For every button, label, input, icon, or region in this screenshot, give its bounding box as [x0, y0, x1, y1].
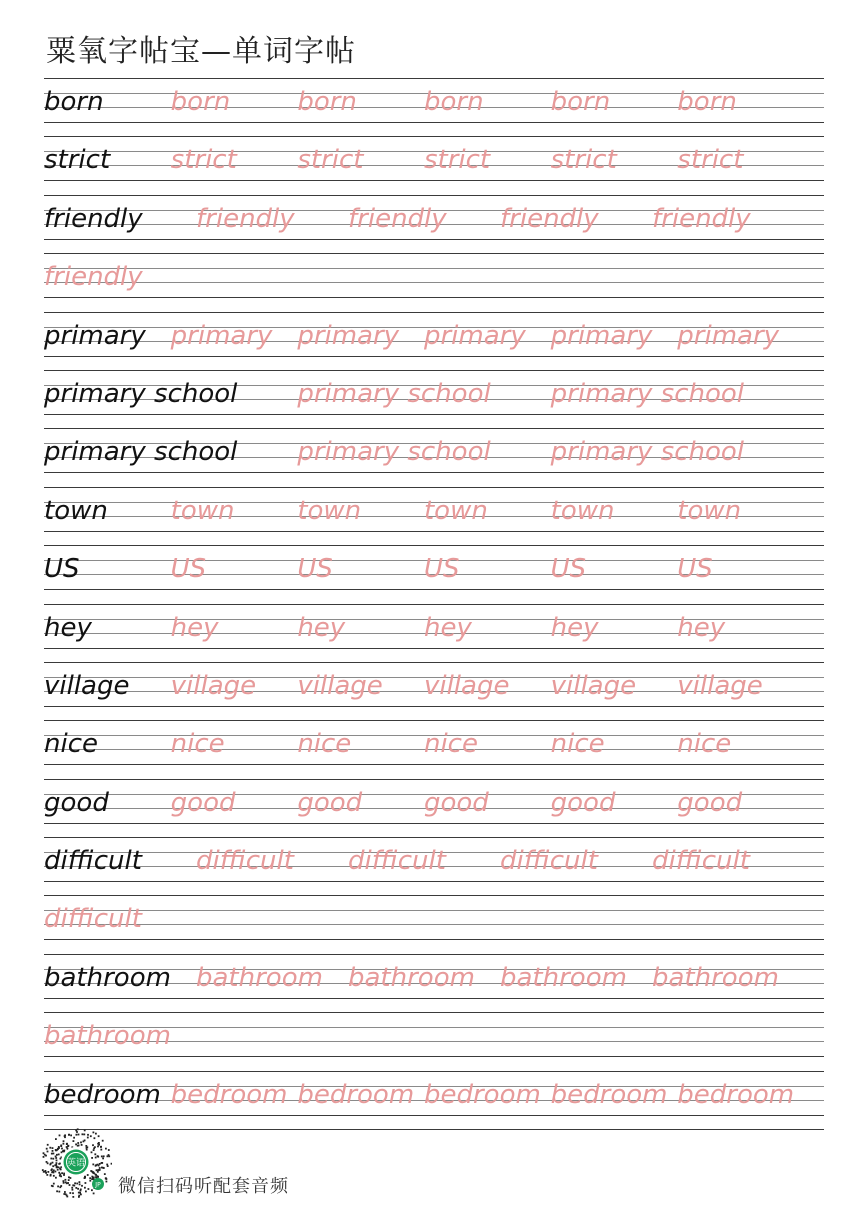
trace-word: friendly	[652, 203, 751, 234]
trace-word: primary school	[550, 378, 745, 409]
trace-word: primary	[423, 320, 526, 351]
word-line	[44, 432, 824, 472]
trace-word: bathroom	[652, 962, 779, 993]
trace-word: good	[550, 787, 616, 818]
word-line	[44, 899, 824, 939]
trace-word: bedroom	[423, 1079, 541, 1110]
trace-word: good	[423, 787, 489, 818]
model-word: nice	[44, 729, 98, 760]
trace-word: primary school	[297, 437, 491, 468]
ruled-line	[44, 195, 824, 196]
ruled-line	[44, 662, 824, 663]
word-line	[44, 608, 824, 648]
trace-word: bedroom	[170, 1079, 288, 1110]
trace-word: US	[677, 554, 713, 585]
ruled-line	[44, 720, 824, 721]
ruled-line	[44, 487, 824, 488]
ruled-line	[44, 136, 824, 137]
ruled-line	[44, 414, 824, 415]
practice-row	[44, 487, 824, 545]
trace-word: US	[297, 554, 333, 585]
trace-word: strict	[297, 145, 364, 176]
trace-word: friendly	[348, 203, 447, 234]
practice-row	[44, 954, 824, 1012]
trace-word: born	[170, 87, 231, 117]
ruled-line	[44, 1115, 824, 1116]
trace-word: primary	[170, 320, 273, 351]
trace-word: nice	[297, 729, 352, 760]
ruled-line	[44, 648, 824, 649]
model-word: born	[44, 87, 104, 117]
word-line	[44, 549, 824, 589]
model-word: village	[44, 670, 130, 701]
model-word: bathroom	[44, 962, 171, 993]
trace-word: strict	[170, 145, 237, 176]
ruled-line	[44, 895, 824, 896]
trace-word: bedroom	[297, 1079, 415, 1110]
trace-word: difficult	[652, 846, 750, 877]
practice-row	[44, 1012, 824, 1070]
trace-word: village	[170, 670, 257, 701]
trace-word: town	[550, 495, 615, 526]
model-word: primary school	[44, 378, 238, 409]
practice-row	[44, 720, 824, 778]
practice-row	[44, 78, 824, 136]
ruled-line	[44, 1056, 824, 1057]
trace-word: primary school	[297, 378, 491, 409]
ruled-line	[44, 472, 824, 473]
word-line	[44, 666, 824, 706]
ruled-line	[44, 180, 824, 181]
page-title: 粟氧字帖宝—单词字帖	[46, 34, 356, 69]
practice-rows	[44, 78, 824, 1130]
practice-row	[44, 837, 824, 895]
trace-word: US	[550, 554, 587, 585]
trace-word: village	[550, 670, 637, 701]
ruled-line	[44, 604, 824, 605]
trace-word: good	[677, 787, 743, 818]
trace-word: bathroom	[44, 1021, 171, 1052]
model-word: primary school	[44, 437, 238, 468]
trace-word: born	[677, 87, 737, 117]
ruled-line	[44, 1071, 824, 1072]
ruled-line	[44, 253, 824, 254]
trace-word: primary	[297, 320, 400, 351]
ruled-line	[44, 939, 824, 940]
trace-word: hey	[550, 612, 599, 643]
trace-word: good	[297, 787, 363, 818]
ruled-line	[44, 764, 824, 765]
trace-word: born	[423, 87, 484, 117]
trace-word: bathroom	[348, 962, 475, 993]
word-line	[44, 1075, 824, 1115]
ruled-line	[44, 78, 824, 79]
ruled-line	[44, 122, 824, 123]
qr-code-icon[interactable]	[40, 1126, 112, 1198]
ruled-line	[44, 239, 824, 240]
trace-word: nice	[677, 729, 732, 760]
trace-word: difficult	[500, 846, 598, 877]
model-word: good	[44, 787, 109, 818]
trace-word: nice	[423, 729, 478, 760]
trace-word: friendly	[500, 203, 599, 234]
trace-word: primary	[677, 320, 780, 351]
trace-word: nice	[170, 729, 225, 760]
practice-row	[44, 604, 824, 662]
practice-row	[44, 1071, 824, 1129]
model-word: hey	[44, 612, 92, 643]
qr-corner-text: JP	[95, 1181, 101, 1189]
trace-word: strict	[550, 145, 617, 176]
ruled-line	[44, 881, 824, 882]
practice-row	[44, 312, 824, 370]
word-line	[44, 82, 824, 122]
trace-word: good	[170, 787, 236, 818]
ruled-line	[44, 823, 824, 824]
practice-row	[44, 136, 824, 194]
trace-word: friendly	[196, 203, 295, 234]
model-word: difficult	[44, 846, 142, 877]
word-line	[44, 958, 824, 998]
ruled-line	[44, 954, 824, 955]
ruled-line	[44, 428, 824, 429]
practice-row	[44, 545, 824, 603]
ruled-line	[44, 1012, 824, 1013]
model-word: US	[44, 554, 80, 585]
trace-word: bathroom	[196, 962, 323, 993]
model-word: town	[44, 495, 108, 526]
trace-word: nice	[550, 729, 605, 760]
word-line	[44, 841, 824, 881]
trace-word: primary	[550, 320, 653, 351]
model-word: friendly	[44, 203, 143, 234]
trace-word: bedroom	[677, 1079, 795, 1110]
ruled-line	[44, 312, 824, 313]
trace-word: hey	[170, 612, 219, 643]
model-word: bedroom	[44, 1079, 161, 1110]
trace-word: village	[677, 670, 763, 701]
ruled-line	[44, 297, 824, 298]
trace-word: hey	[297, 612, 346, 643]
trace-word: strict	[677, 145, 744, 176]
ruled-line	[44, 837, 824, 838]
word-line	[44, 257, 824, 297]
trace-word: town	[423, 495, 488, 526]
word-line	[44, 140, 824, 180]
trace-word: primary school	[550, 437, 745, 468]
trace-word: strict	[423, 145, 491, 176]
ruled-line	[44, 779, 824, 780]
ruled-line	[44, 370, 824, 371]
word-line	[44, 1016, 824, 1056]
trace-word: town	[677, 495, 742, 526]
trace-word: born	[297, 87, 357, 117]
ruled-line	[44, 998, 824, 999]
trace-word: town	[297, 495, 362, 526]
qr-badge-text: 英语	[66, 1158, 86, 1169]
trace-word: hey	[677, 612, 726, 643]
footer-audio-hint: 微信扫码听配套音频	[118, 1176, 289, 1197]
ruled-line	[44, 589, 824, 590]
practice-row	[44, 370, 824, 428]
trace-word: US	[170, 554, 207, 585]
trace-word: difficult	[44, 904, 142, 935]
practice-row	[44, 253, 824, 311]
ruled-line	[44, 531, 824, 532]
word-line	[44, 491, 824, 531]
word-line	[44, 199, 824, 239]
trace-word: difficult	[196, 846, 294, 877]
trace-word: bathroom	[500, 962, 627, 993]
trace-word: US	[423, 554, 460, 585]
ruled-line	[44, 356, 824, 357]
trace-word: village	[423, 670, 510, 701]
trace-word: friendly	[44, 262, 143, 293]
ruled-line	[44, 545, 824, 546]
trace-word: bedroom	[550, 1079, 668, 1110]
trace-word: difficult	[348, 846, 446, 877]
model-word: primary	[44, 320, 146, 351]
practice-row	[44, 662, 824, 720]
trace-word: village	[297, 670, 383, 701]
word-line	[44, 316, 824, 356]
practice-row	[44, 195, 824, 253]
ruled-line	[44, 706, 824, 707]
practice-row	[44, 428, 824, 486]
word-line	[44, 783, 824, 823]
trace-word: hey	[423, 612, 472, 643]
word-line	[44, 374, 824, 414]
word-line	[44, 724, 824, 764]
trace-word: born	[550, 87, 611, 117]
practice-row	[44, 895, 824, 953]
footer	[40, 1126, 460, 1198]
practice-row	[44, 779, 824, 837]
trace-word: town	[170, 495, 235, 526]
model-word: strict	[44, 145, 111, 176]
